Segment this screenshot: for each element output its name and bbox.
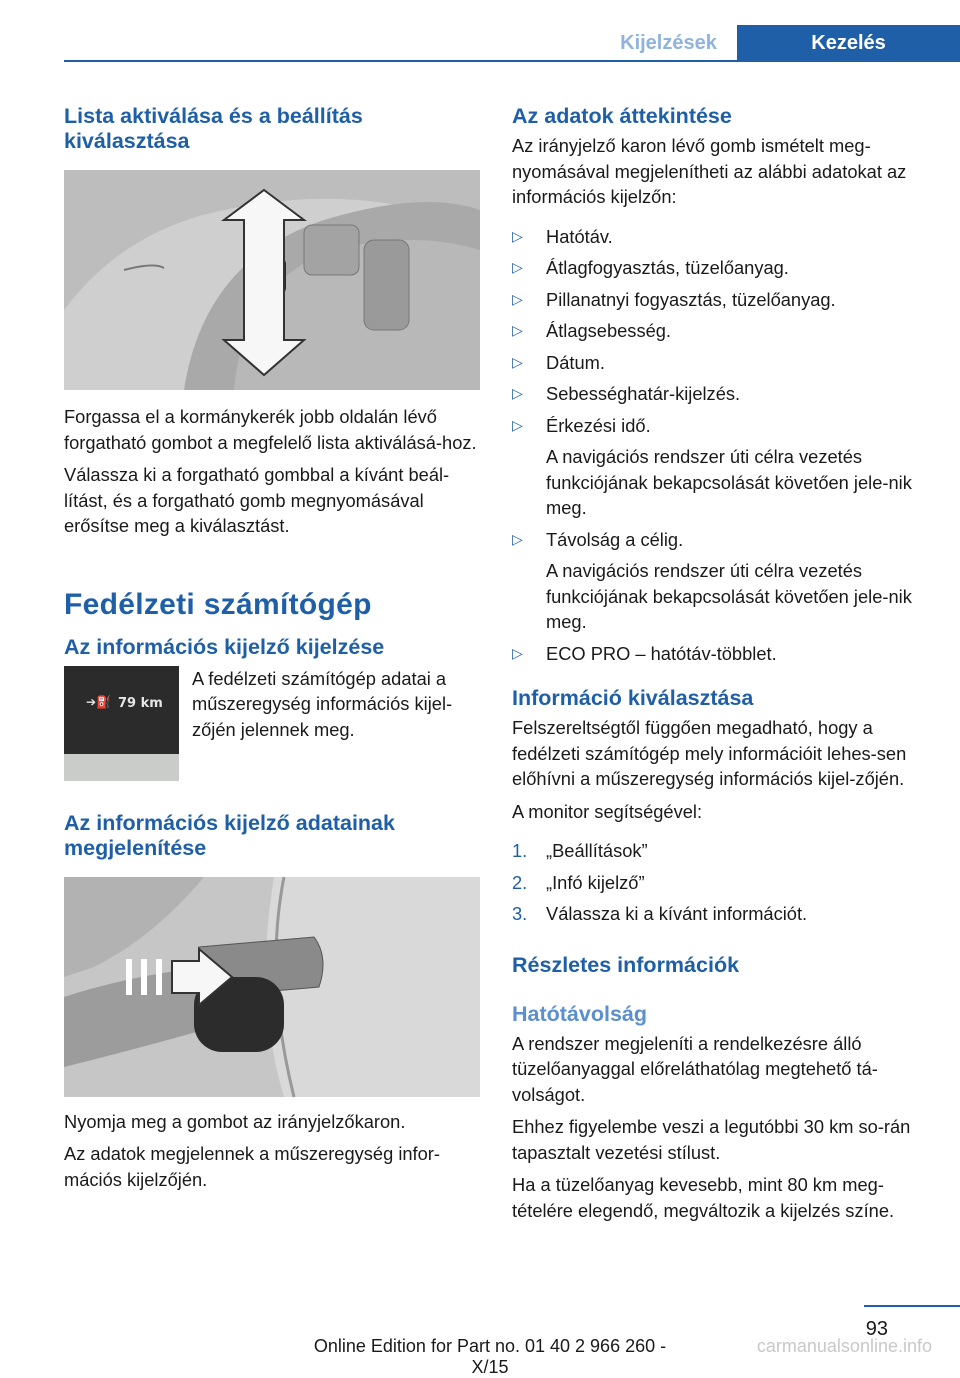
triangle-bullet-icon: ▷: [512, 227, 523, 244]
paragraph-monitor: A monitor segítségével:: [512, 800, 703, 822]
paragraph-data-shown: Az adatok megjelennek a műszeregység infor-mációs kijelzőjén.: [64, 1143, 440, 1190]
footer-rule: [864, 1305, 960, 1307]
data-item: [512, 527, 928, 635]
paragraph-select-setting: Válassza ki a forgatható gombbal a kívánt beál-lítást, és a forgatható gomb megnyomásával erősítse meg a kiválasztást.: [64, 464, 450, 536]
heading-info-selection: Információ kiválasztása: [512, 686, 754, 710]
data-item-note: A navigációs rendszer úti célra vezetés funkciójának bekapcsolását követően jele-nik meg.: [546, 446, 912, 518]
triangle-bullet-icon: ▷: [512, 259, 523, 275]
monitor-steps-list: [512, 838, 928, 927]
watermark: carmanualsonline.info: [756, 1336, 932, 1356]
tab-kijelzesek[interactable]: Kijelzések: [620, 32, 717, 54]
triangle-bullet-icon: ▷: [512, 644, 523, 661]
data-item: [512, 381, 928, 407]
paragraph-overview: Az irányjelző karon lévő gomb ismételt meg-nyomásával megjelenítheti az alábbi adatokat az információs kijelzőn:: [512, 135, 907, 207]
heading-data-overview: Az adatok áttekintése: [512, 104, 732, 128]
data-item-label: Sebességhatár-kijelzés.: [546, 383, 741, 404]
left-column: [64, 104, 480, 1192]
triangle-bullet-icon: ▷: [512, 322, 523, 338]
data-item: [512, 318, 928, 344]
triangle-bullet-icon: ▷: [512, 530, 523, 547]
heading-details: Részletes információk: [512, 952, 740, 977]
data-item: [512, 287, 928, 313]
heading-info-display: Az információs kijelző kijelzése: [64, 634, 385, 659]
heading-range: Hatótávolság: [512, 1001, 648, 1026]
step-number: 1.: [512, 840, 528, 861]
header-rule: [64, 60, 960, 62]
triangle-bullet-icon: ▷: [512, 290, 523, 307]
monitor-step: [512, 901, 928, 927]
heading-show-info: Az információs kijelző adatainak megjelenítése: [64, 810, 395, 860]
right-column: [512, 104, 928, 1223]
paragraph-range-2: Ehhez figyelembe veszi a legutóbbi 30 km so-rán tapasztalt vezetési stílust.: [512, 1116, 911, 1163]
page-number: 93: [865, 1318, 888, 1340]
paragraph-display-info: A fedélzeti számítógép adatai a műszeregység információs kijel-zőjén jelennek meg.: [192, 667, 453, 740]
data-item: [512, 255, 928, 281]
display-range-value: 79 km: [118, 695, 163, 711]
paragraph-range-1: A rendszer megjeleníti a rendelkezésre álló tüzelőanyaggal előreláthatólag megtehető tá-volságot.: [512, 1032, 878, 1105]
data-item-label: Átlagfogyasztás, tüzelőanyag.: [546, 257, 789, 278]
data-item: [512, 413, 928, 521]
data-item: [512, 224, 928, 250]
monitor-step: [512, 838, 928, 864]
heading-onboard-computer: Fedélzeti számítógép: [64, 587, 372, 621]
edition-text: Online Edition for Part no. 01 40 2 966 260 - X/15: [313, 1336, 667, 1377]
data-item: [512, 641, 928, 667]
data-item-label: Átlagsebesség.: [546, 320, 672, 341]
paragraph-rotate-knob: Forgassa el a kormánykerék jobb oldalán lévő forgatható gombot a megfelelő lista aktiválásá-hoz.: [64, 406, 477, 453]
data-item-label: ECO PRO – hatótáv-többlet.: [546, 642, 777, 664]
data-item-list: [512, 224, 928, 667]
steering-wheel-image: [64, 170, 480, 390]
display-block: [64, 666, 480, 781]
step-label: „Infó kijelző”: [546, 871, 645, 893]
triangle-bullet-icon: ▷: [512, 385, 523, 401]
step-number: 3.: [512, 903, 528, 924]
svg-text:➔⛽: ➔⛽: [86, 694, 111, 709]
monitor-step: [512, 870, 928, 896]
data-item-label: Dátum.: [546, 351, 605, 373]
data-item-label: Érkezési idő.: [546, 414, 651, 436]
paragraph-range-3: Ha a tüzelőanyag kevesebb, mint 80 km meg-tételére elegendő, megváltozik a kijelzés színe.: [512, 1174, 895, 1221]
triangle-bullet-icon: ▷: [512, 353, 523, 370]
paragraph-press-button: Nyomja meg a gombot az irányjelzőkaron.: [64, 1110, 406, 1132]
turn-signal-lever-image: [64, 877, 480, 1097]
step-label: Válassza ki a kívánt információt.: [546, 903, 808, 924]
info-display-image: [64, 666, 179, 781]
data-item-label: Távolság a célig.: [546, 528, 684, 550]
step-label: „Beállítások”: [546, 840, 648, 861]
data-item-note: A navigációs rendszer úti célra vezetés funkciójának bekapcsolását követően jele-nik meg.: [546, 560, 912, 632]
data-item-label: Hatótáv.: [546, 225, 613, 247]
data-item: [512, 350, 928, 376]
heading-list-activation: Lista aktiválása és a beállítás kiválasztása: [64, 104, 363, 153]
data-item-label: Pillanatnyi fogyasztás, tüzelőanyag.: [546, 288, 836, 310]
tab-kezeles[interactable]: Kezelés: [737, 25, 960, 62]
paragraph-selection: Felszereltségtől függően megadható, hogy a fedélzeti számítógép mely információit lehes-sen előhívni a műszeregység információs kijel-zőjén.: [512, 717, 907, 789]
step-number: 2.: [512, 871, 528, 893]
triangle-bullet-icon: ▷: [512, 416, 523, 433]
